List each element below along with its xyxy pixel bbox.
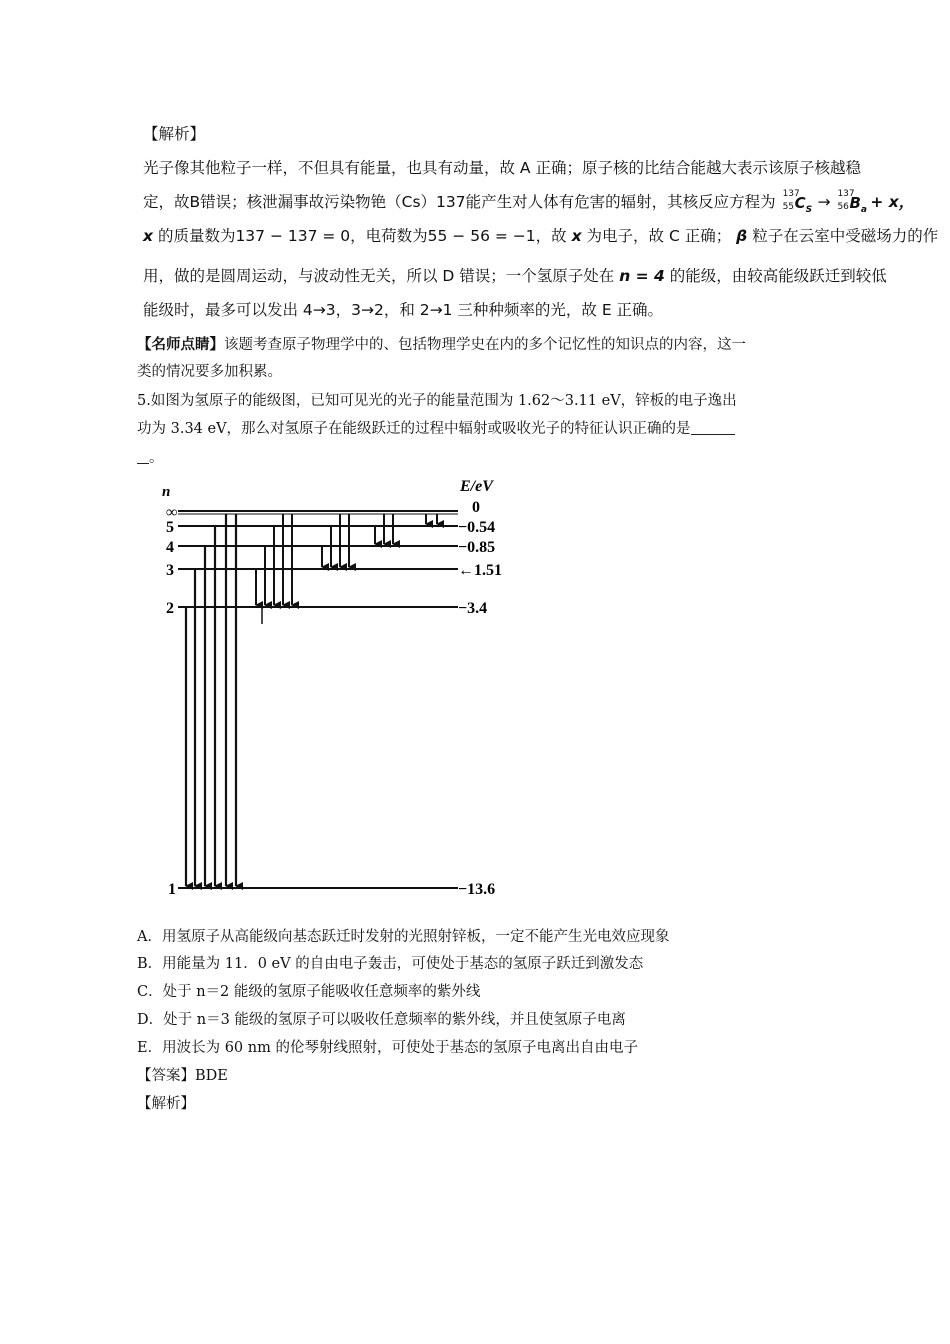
analysis-line-3b: 为电子，故 C 正确； bbox=[586, 227, 732, 245]
answer-line: 【答案】BDE bbox=[137, 1068, 228, 1084]
analysis-header-2: 【解析】 bbox=[137, 1096, 195, 1112]
energy-label-4: −0.85 bbox=[458, 539, 496, 556]
ba-mass: 137 bbox=[837, 189, 855, 199]
cs-symbol: $C_S$ bbox=[794, 194, 813, 215]
e-axis-label: E/eV bbox=[460, 478, 493, 495]
analysis-line-4a: 用，做的是圆周运动，与波动性无关，所以 D 错误；一个氢原子处在 bbox=[143, 267, 615, 285]
n-label-2: 2 bbox=[166, 600, 174, 617]
option-c: C．处于 n＝2 能级的氢原子能吸收任意频率的紫外线 bbox=[137, 984, 481, 1000]
question-line-3 bbox=[137, 446, 164, 467]
ba-nuclide bbox=[835, 189, 867, 215]
paschen-transitions bbox=[322, 514, 349, 567]
n-equals-4: n = 4 bbox=[619, 267, 665, 285]
balmer-transitions bbox=[256, 514, 292, 605]
question-line-1: 5.如图为氢原子的能级图，已知可见光的光子的能量范围为 1.62～3.11 eV，锌板的电子逸出 bbox=[137, 393, 737, 409]
reaction-arrow: → bbox=[817, 193, 831, 211]
answer-blank-cont bbox=[137, 449, 149, 464]
energy-label-5: −0.54 bbox=[458, 519, 496, 536]
option-d: D．处于 n＝3 能级的氢原子可以吸收任意频率的紫外线，并且使氢原子电离 bbox=[137, 1012, 626, 1028]
beta-symbol: β bbox=[736, 227, 748, 245]
analysis-line-1: 光子像其他粒子一样，不但具有能量，也具有动量，故 A 正确；原子核的比结合能越大表示该原子核越稳 bbox=[143, 159, 861, 177]
teacher-note-line-2: 类的情况要多加积累。 bbox=[137, 364, 282, 380]
cs-nuclide bbox=[781, 189, 813, 215]
energy-label-2: −3.4 bbox=[458, 600, 488, 617]
brackett-transitions bbox=[375, 514, 393, 544]
n-label-inf: ∞ bbox=[166, 504, 178, 521]
teacher-note-line-1 bbox=[137, 333, 746, 354]
analysis-line-2-text: 定，故B错误；核泄漏事故污染物铯（Cs）137能产生对人体有危害的辐射，其核反应方程为 bbox=[143, 193, 776, 211]
level-lines bbox=[178, 511, 458, 888]
analysis-line-4 bbox=[143, 264, 887, 286]
question-line-2-text: 功为 3.34 eV，那么对氢原子在能级跃迁的过程中辐射或吸收光子的特征认识正确的是 bbox=[137, 421, 691, 437]
analysis-line-3 bbox=[143, 224, 938, 246]
energy-label-3: ←1.51 bbox=[458, 562, 502, 579]
plus-x: + x， bbox=[870, 193, 915, 211]
energy-level-diagram bbox=[150, 474, 530, 904]
analysis-header: 【解析】 bbox=[143, 125, 206, 143]
teacher-note-label: 【名师点睛】 bbox=[137, 337, 224, 353]
analysis-line-2 bbox=[143, 189, 915, 215]
var-x-1: x bbox=[143, 227, 153, 245]
cs-charge: 55 bbox=[782, 202, 795, 212]
option-b: B．用能量为 11．0 eV 的自由电子轰击，可使处于基态的氢原子跃迁到激发态 bbox=[137, 956, 644, 972]
n-axis-label: n bbox=[162, 484, 171, 500]
n-label-3: 3 bbox=[166, 562, 174, 579]
answer-blank[interactable] bbox=[691, 420, 735, 435]
analysis-line-4b: 的能级，由较高能级跃迁到较低 bbox=[669, 267, 887, 285]
ba-symbol: $B_a$ bbox=[849, 194, 867, 215]
n-label-5: 5 bbox=[166, 519, 174, 536]
var-x-2: x bbox=[571, 227, 582, 245]
analysis-line-5: 能级时，最多可以发出 4→3，3→2，和 2→1 三种种频率的光，故 E 正确。 bbox=[143, 301, 664, 319]
cs-mass: 137 bbox=[782, 189, 800, 199]
option-e: E．用波长为 60 nm 的伦琴射线照射，可使处于基态的氢原子电离出自由电子 bbox=[137, 1040, 638, 1056]
energy-label-inf: 0 bbox=[472, 499, 480, 516]
pfund-transitions bbox=[426, 514, 437, 524]
question-line-2 bbox=[137, 417, 735, 438]
ba-charge: 56 bbox=[837, 202, 849, 212]
option-a: A．用氢原子从高能级向基态跃迁时发射的光照射锌板，一定不能产生光电效应现象 bbox=[137, 929, 670, 945]
analysis-line-3a: 的质量数为137 − 137 = 0，电荷数为55 − 56 = −1，故 bbox=[157, 227, 567, 245]
n-label-1: 1 bbox=[168, 881, 176, 898]
n-label-4: 4 bbox=[166, 539, 174, 556]
question-line-3-tail: 。 bbox=[149, 450, 164, 466]
energy-label-1: −13.6 bbox=[458, 881, 496, 898]
analysis-line-3c: 粒子在云室中受磁场力的作 bbox=[752, 227, 939, 245]
teacher-note-text-1: 该题考查原子物理学中的、包括物理学史在内的多个记忆性的知识点的内容，这一 bbox=[224, 337, 746, 353]
